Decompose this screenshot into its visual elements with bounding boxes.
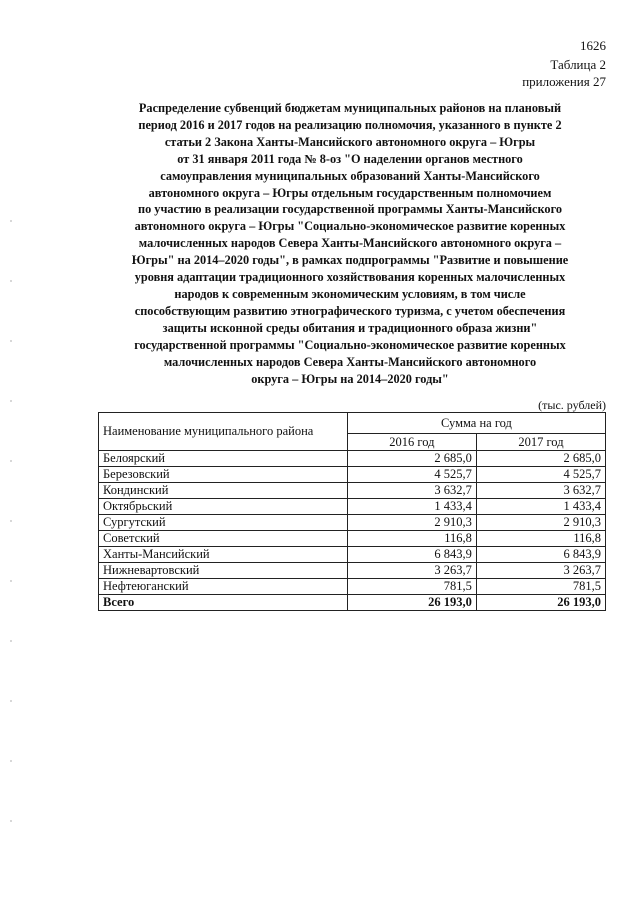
value-2017-cell: 4 525,7 bbox=[476, 467, 605, 483]
value-2016-cell: 3 263,7 bbox=[347, 563, 476, 579]
district-name-cell: Нижневартовский bbox=[99, 563, 348, 579]
district-name-cell: Нефтеюганский bbox=[99, 579, 348, 595]
heading-line: защиты исконной среды обитания и традиционного образа жизни" bbox=[162, 320, 538, 335]
district-name-cell: Советский bbox=[99, 531, 348, 547]
subvention-table bbox=[98, 412, 606, 611]
value-2017-cell: 3 263,7 bbox=[476, 563, 605, 579]
value-2016-cell: 1 433,4 bbox=[347, 499, 476, 515]
heading-line: способствующим развитию этнографического туризма, с учетом обеспечения bbox=[134, 303, 566, 318]
units-label: (тыс. рублей) bbox=[538, 398, 606, 412]
table-row bbox=[99, 483, 606, 499]
value-2017-cell: 2 910,3 bbox=[476, 515, 605, 531]
value-2016-cell: 3 632,7 bbox=[347, 483, 476, 499]
heading-line: малочисленных народов Севера Ханты-Мансийского автономного bbox=[163, 354, 537, 369]
value-2016-cell: 4 525,7 bbox=[347, 467, 476, 483]
value-2017-cell: 3 632,7 bbox=[476, 483, 605, 499]
value-2017-cell: 6 843,9 bbox=[476, 547, 605, 563]
table-reference-line-1: Таблица 2 bbox=[550, 57, 606, 72]
value-2017-cell: 116,8 bbox=[476, 531, 605, 547]
district-name-cell: Всего bbox=[99, 595, 348, 611]
value-2016-cell: 26 193,0 bbox=[347, 595, 476, 611]
table-row bbox=[99, 499, 606, 515]
district-name-cell: Октябрьский bbox=[99, 499, 348, 515]
table-row bbox=[99, 563, 606, 579]
heading-line: самоуправления муниципальных образований Ханты-Мансийского bbox=[160, 168, 540, 183]
table-row bbox=[99, 531, 606, 547]
heading-line: Распределение субвенций бюджетам муниципальных районов на плановый bbox=[138, 101, 562, 115]
table-row bbox=[99, 579, 606, 595]
table-reference-line-2: приложения 27 bbox=[522, 74, 606, 89]
heading-line: уровня адаптации традиционного хозяйствования коренных малочисленных bbox=[134, 270, 566, 285]
heading-line: от 31 января 2011 года № 8-оз "О наделении органов местного bbox=[177, 151, 523, 166]
heading-line: по участию в реализации государственной программы Ханты-Мансийского bbox=[138, 202, 562, 217]
value-2016-cell: 6 843,9 bbox=[347, 547, 476, 563]
heading-line: Югры" на 2014–2020 годы", в рамках подпрограммы "Развитие и повышение bbox=[131, 253, 569, 268]
district-name-cell: Кондинский bbox=[99, 483, 348, 499]
value-2017-cell: 781,5 bbox=[476, 579, 605, 595]
district-name-cell: Белоярский bbox=[99, 451, 348, 467]
value-2017-cell: 2 685,0 bbox=[476, 451, 605, 467]
heading-line: округа – Югры на 2014–2020 годы" bbox=[251, 371, 449, 386]
heading-line: государственной программы "Социально-экономическое развитие коренных bbox=[134, 337, 566, 352]
column-header-year-2017: 2017 год bbox=[476, 434, 605, 451]
heading-line: автономного округа – Югры отдельным государственным полномочием bbox=[148, 185, 552, 200]
district-name-cell: Сургутский bbox=[99, 515, 348, 531]
value-2016-cell: 781,5 bbox=[347, 579, 476, 595]
heading-line: народов к современным экономическим условиям, в том числе bbox=[174, 286, 526, 301]
heading-line: период 2016 и 2017 годов на реализацию полномочия, указанного в пункте 2 bbox=[138, 117, 562, 132]
table-row bbox=[99, 451, 606, 467]
column-header-sum: Сумма на год bbox=[347, 413, 605, 434]
value-2016-cell: 2 910,3 bbox=[347, 515, 476, 531]
value-2017-cell: 1 433,4 bbox=[476, 499, 605, 515]
heading-line: автономного округа – Югры "Социально-экономическое развитие коренных bbox=[134, 219, 566, 234]
value-2016-cell: 116,8 bbox=[347, 531, 476, 547]
table-row bbox=[99, 547, 606, 563]
table-row bbox=[99, 515, 606, 531]
table-reference bbox=[522, 56, 606, 90]
column-header-year-2016: 2016 год bbox=[347, 434, 476, 451]
table-row bbox=[99, 467, 606, 483]
scan-margin-marks bbox=[10, 220, 12, 870]
document-heading bbox=[100, 100, 600, 387]
heading-line: статьи 2 Закона Ханты-Мансийского автономного округа – Югры bbox=[164, 134, 536, 149]
district-name-cell: Ханты-Мансийский bbox=[99, 547, 348, 563]
value-2017-cell: 26 193,0 bbox=[476, 595, 605, 611]
total-row bbox=[99, 595, 606, 611]
value-2016-cell: 2 685,0 bbox=[347, 451, 476, 467]
heading-line: малочисленных народов Севера Ханты-Мансийского автономного округа – bbox=[138, 236, 562, 251]
column-header-district: Наименование муниципального района bbox=[99, 413, 348, 451]
district-name-cell: Березовский bbox=[99, 467, 348, 483]
page-number: 1626 bbox=[580, 38, 606, 53]
